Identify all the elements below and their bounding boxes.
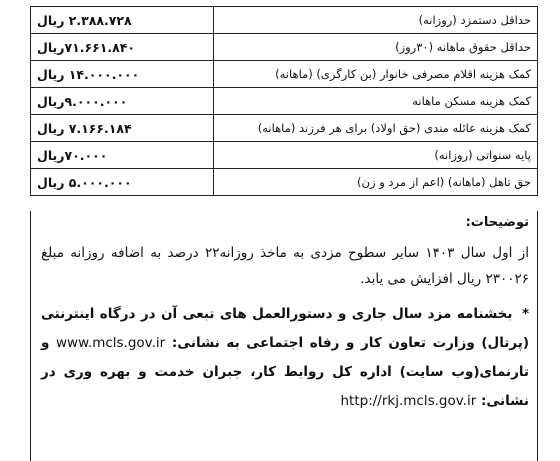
- row-value: ۷.۱۶۶.۱۸۴ ریال: [31, 115, 214, 142]
- row-label: کمک هزینه عائله مندی (حق اولاد) برای هر فرزند (ماهانه): [214, 115, 538, 142]
- wage-table: [30, 6, 538, 196]
- row-label: پایه سنواتی (روزانه): [214, 142, 538, 169]
- table-row: [31, 88, 538, 115]
- bullet-asterisk: *: [521, 306, 529, 322]
- row-value: ۷۰.۰۰۰ریال: [31, 142, 214, 169]
- table-row: [31, 34, 538, 61]
- row-value: ۲.۳۸۸.۷۲۸ ریال: [31, 7, 214, 34]
- row-label: حق تاهل (ماهانه) (اعم از مرد و زن): [214, 169, 538, 196]
- mcls-url-link[interactable]: www.mcls.gov.ir: [56, 335, 166, 351]
- notes-section: [30, 211, 538, 461]
- table-row: [31, 7, 538, 34]
- table-row: [31, 115, 538, 142]
- notes-paragraph-1: از اول سال ۱۴۰۳ سایر سطوح مزدی به ماخذ روزانه۲۲ درصد به اضافه روزانه مبلغ ۲۳۰۰۲۶ ریال افزایش می یابد.: [41, 245, 529, 287]
- row-value: ۹.۰۰۰.۰۰۰ریال: [31, 88, 214, 115]
- row-value: ۷۱.۶۶۱.۸۴۰ریال: [31, 34, 214, 61]
- row-label: حداقل دستمزد (روزانه): [214, 7, 538, 34]
- row-label: کمک هزینه اقلام مصرفی خانوار (بن کارگری) (ماهانه): [214, 61, 538, 88]
- notes-paragraph-2-text-c: جبران خدمت و بهره وری در نشانی:: [41, 364, 529, 409]
- notes-paragraph-2-text: بخشنامه مزد سال جاری و دستورالعمل های تبعی آن در درگاه اینترنتی (پرتال) وزارت تعاون کار و رفاه اجتماعی به نشانی:: [41, 306, 529, 351]
- table-row: [31, 142, 538, 169]
- rkj-url-link[interactable]: http://rkj.mcls.gov.ir: [340, 393, 477, 409]
- notes-paragraph-2-text-b: و تارنمای(وب سایت) اداره کل روابط کار،: [41, 335, 529, 380]
- row-label: کمک هزینه مسکن ماهانه: [214, 88, 538, 115]
- table-row: [31, 169, 538, 196]
- row-label: حداقل حقوق ماهانه (۳۰روز): [214, 34, 538, 61]
- notes-paragraph-2: [41, 300, 529, 416]
- row-value: ۱۴.۰۰۰.۰۰۰ ریال: [31, 61, 214, 88]
- table-row: [31, 61, 538, 88]
- row-value: ۵.۰۰۰.۰۰۰ ریال: [31, 169, 214, 196]
- notes-title: توضیحات:: [465, 215, 529, 230]
